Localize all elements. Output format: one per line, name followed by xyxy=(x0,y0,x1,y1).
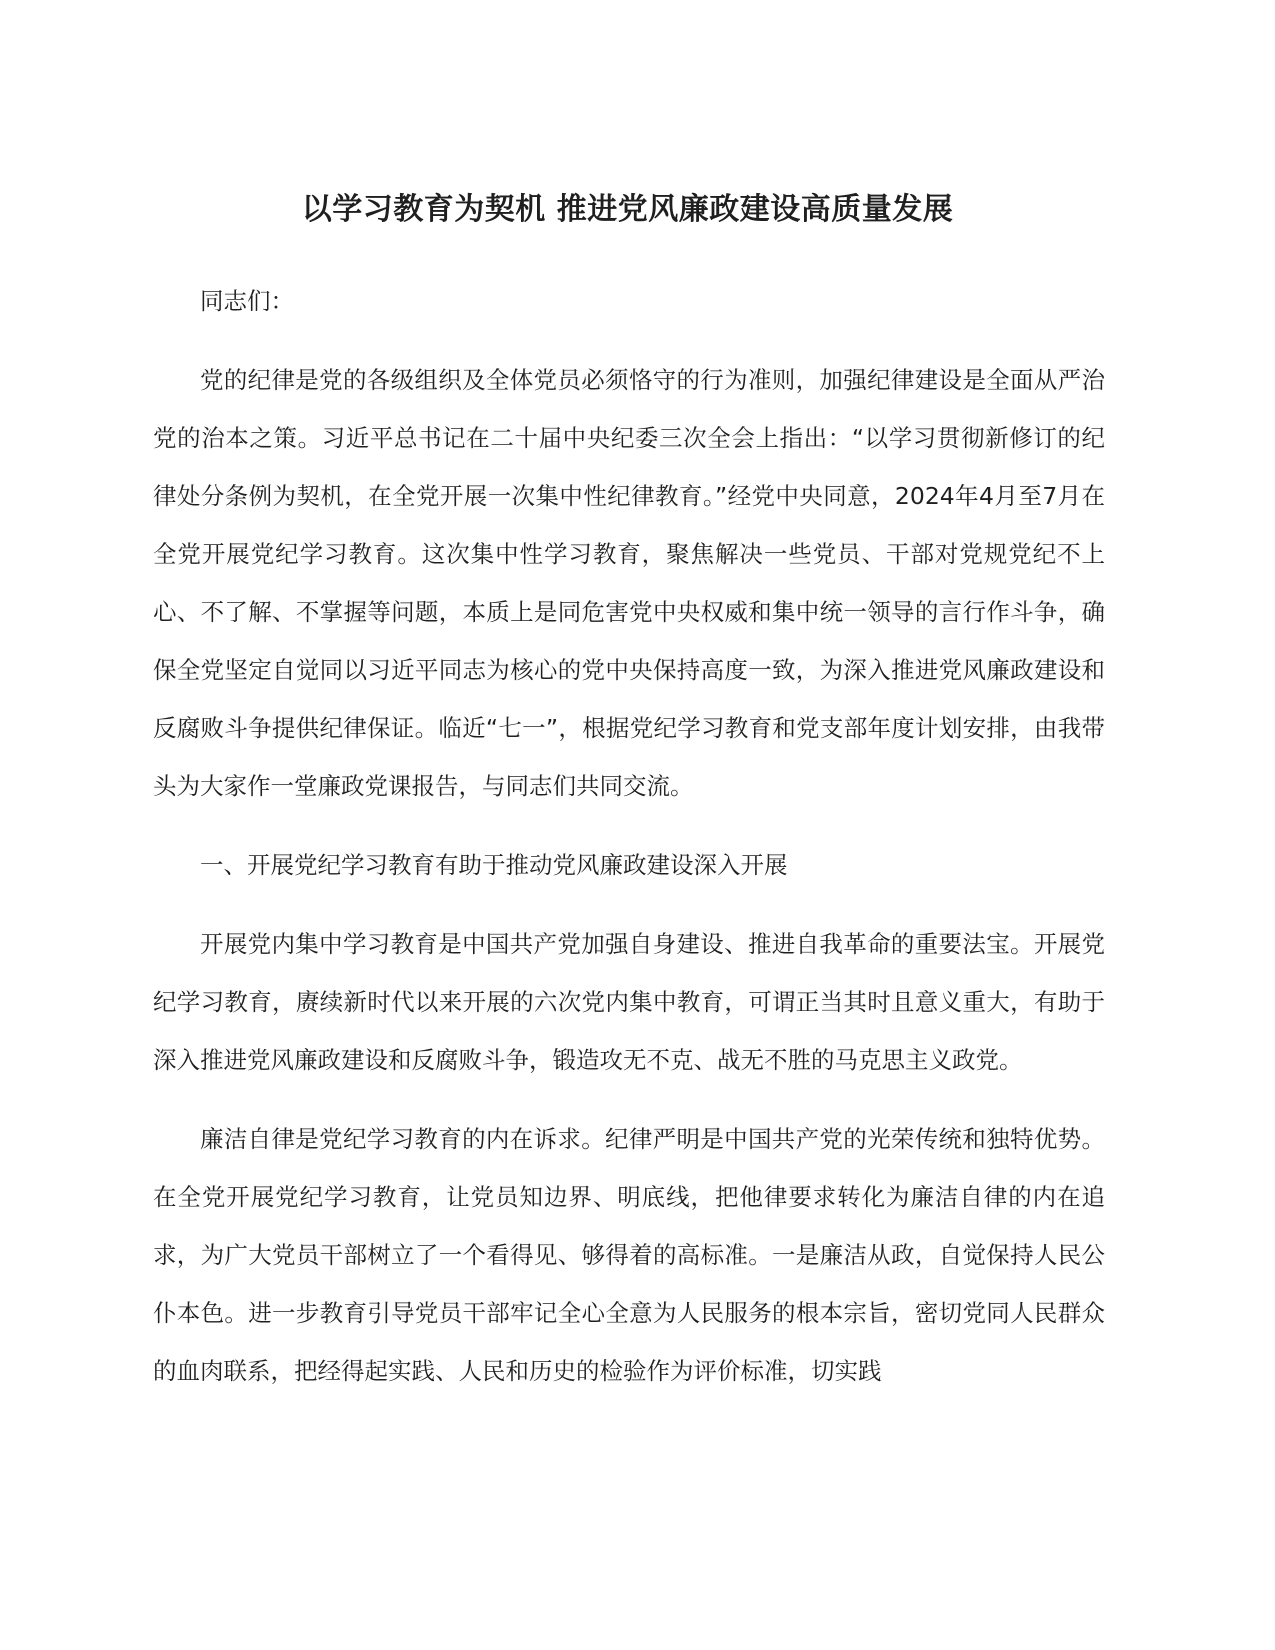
greeting: 同志们： xyxy=(200,287,294,315)
document-title: 以学习教育为契机 推进党风廉政建设高质量发展 xyxy=(301,192,954,227)
document-body xyxy=(153,272,1105,1421)
section-heading-1: 一、开展党纪学习教育有助于推动党风廉政建设深入开展 xyxy=(200,851,788,879)
paragraph-section-1-a: 开展党内集中学习教育是中国共产党加强自身建设、推进自我革命的重要法宝。开展党纪学习教育，赓续新时代以来开展的六次党内集中教育，可谓正当其时且意义重大，有助于深入推进党风廉政建设和反腐败斗争，锻造攻无不克、战无不胜的马克思主义政党。 xyxy=(153,930,1105,1074)
paragraph-section-1-b: 廉洁自律是党纪学习教育的内在诉求。纪律严明是中国共产党的光荣传统和独特优势。在全党开展党纪学习教育，让党员知边界、明底线，把他律要求转化为廉洁自律的内在追求，为广大党员干部树立了一个看得见、够得着的高标准。一是廉洁从政，自觉保持人民公仆本色。进一步教育引导党员干部牢记全心全意为人民服务的根本宗旨，密切党同人民群众的血肉联系，把经得起实践、人民和历史的检验作为评价标准，切实践 xyxy=(153,1125,1105,1385)
paragraph-intro: 党的纪律是党的各级组织及全体党员必须恪守的行为准则，加强纪律建设是全面从严治党的治本之策。习近平总书记在二十届中央纪委三次全会上指出：“以学习贯彻新修订的纪律处分条例为契机，在全党开展一次集中性纪律教育。”经党中央同意，2024年4月至7月在全党开展党纪学习教育。这次集中性学习教育，聚焦解决一些党员、干部对党规党纪不上心、不了解、不掌握等问题，本质上是同危害党中央权威和集中统一领导的言行作斗争，确保全党坚定自觉同以习近平同志为核心的党中央保持高度一致，为深入推进党风廉政建设和反腐败斗争提供纪律保证。临近“七一”，根据党纪学习教育和党支部年度计划安排，由我带头为大家作一堂廉政党课报告，与同志们共同交流。 xyxy=(153,366,1105,800)
